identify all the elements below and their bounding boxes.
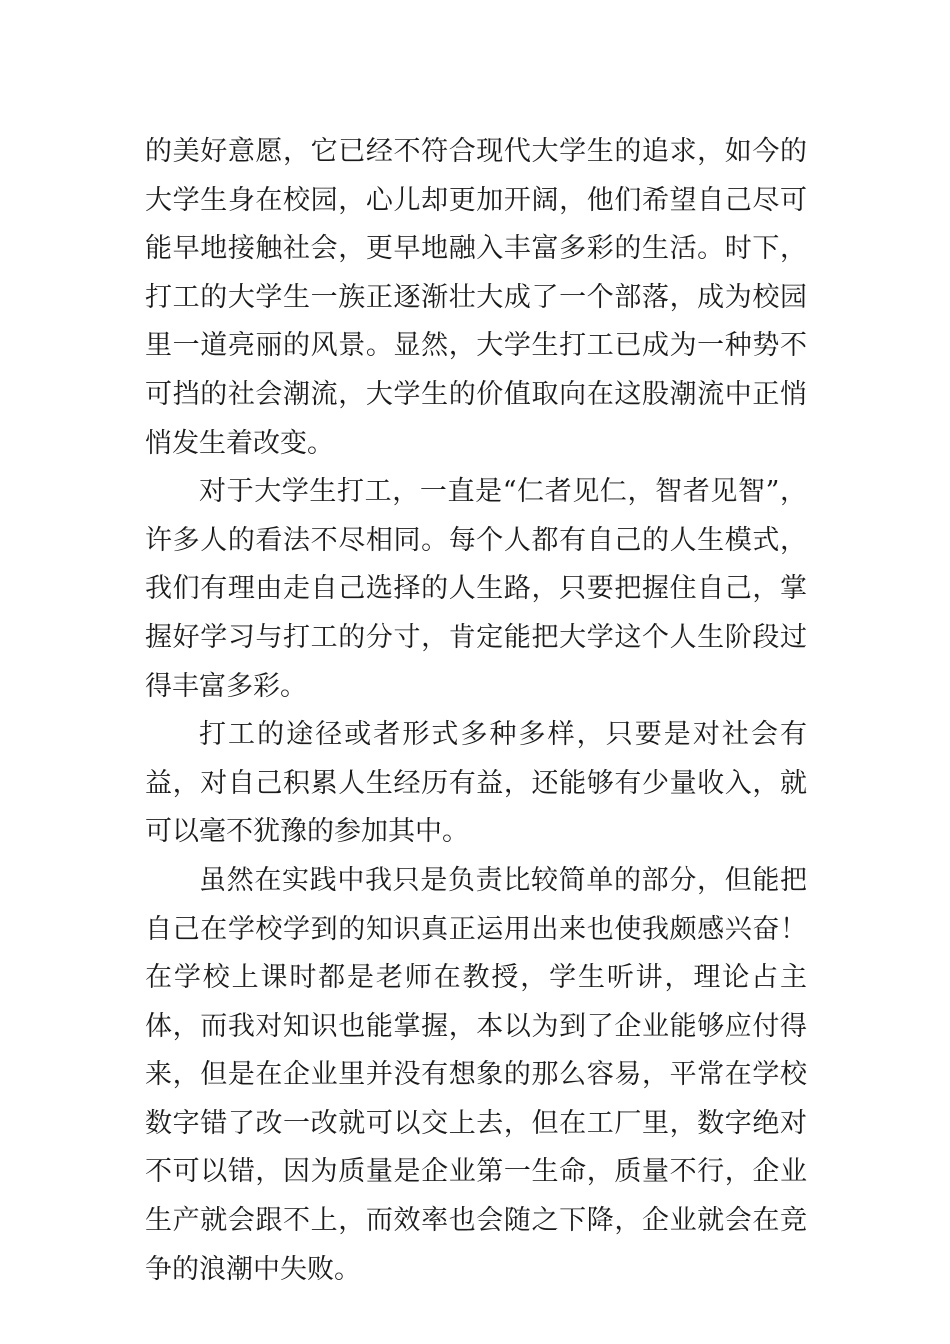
paragraph-1: 的美好意愿，它已经不符合现代大学生的追求，如今的大学生身在校园，心儿却更加开阔，他们希望自己尽可能早地接触社会，更早地融入丰富多彩的生活。时下，打工的大学生一族正逐渐壮大成了一个部落，成为校园里一道亮丽的风景。显然，大学生打工已成为一种势不可挡的社会潮流，大学生的价值取向在这股潮流中正悄悄发生着改变。 bbox=[145, 136, 807, 459]
paragraph-2: 对于大学生打工，一直是“仁者见仁，智者见智”，许多人的看法不尽相同。每个人都有自己的人生模式，我们有理由走自己选择的人生路，只要把握住自己，掌握好学习与打工的分寸，肯定能把大学这个人生阶段过得丰富多彩。 bbox=[145, 476, 807, 702]
paragraph-4: 虽然在实践中我只是负责比较简单的部分，但能把自己在学校学到的知识真正运用出来也使我颇感兴奋！在学校上课时都是老师在教授，学生听讲，理论占主体，而我对知识也能掌握，本以为到了企业能够应付得来，但是在企业里并没有想象的那么容易，平常在学校数字错了改一改就可以交上去，但在工厂里，数字绝对不可以错，因为质量是企业第一生命，质量不行，企业生产就会跟不上，而效率也会随之下降，企业就会在竞争的浪潮中失败。 bbox=[145, 864, 807, 1285]
document-body bbox=[145, 128, 807, 1294]
paragraph-3: 打工的途径或者形式多种多样，只要是对社会有益，对自己积累人生经历有益，还能够有少量收入，就可以毫不犹豫的参加其中。 bbox=[145, 719, 807, 848]
